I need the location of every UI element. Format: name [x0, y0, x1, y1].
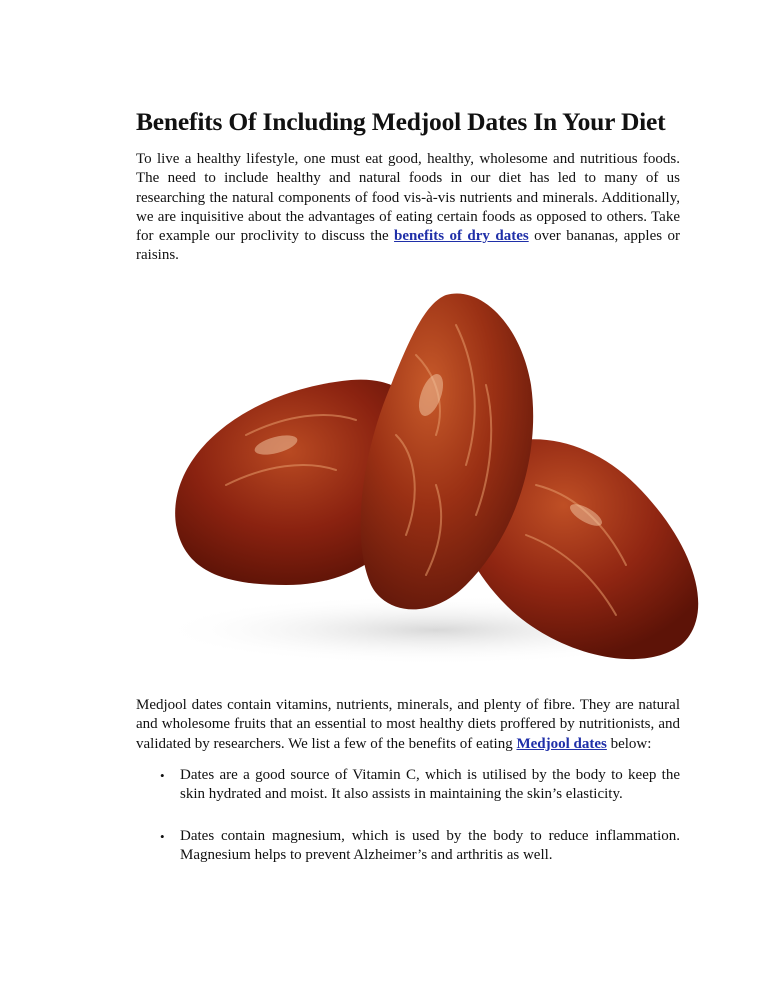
- medjool-dates-link[interactable]: Medjool dates: [516, 735, 607, 752]
- benefits-list: [136, 766, 680, 887]
- benefits-of-dry-dates-link[interactable]: benefits of dry dates: [394, 228, 529, 245]
- intro-text-before: To live a healthy lifestyle, one must eat good, healthy, wholesome and nutritious foods. The need to include healthy and natural foods in our diet has led to many of us researching the natural components of food vis-à-vis nutrients and minerals. Additionally, we are inquisitive about the advantages of eating certain foods as opposed to others. Take for example our proclivity to discuss the: [136, 151, 680, 245]
- list-item-text: Dates contain magnesium, which is used by the body to reduce inflammation. Magnesium helps to prevent Alzheimer’s and arthritis as well.: [180, 827, 680, 863]
- page-title: Benefits Of Including Medjool Dates In Your Diet: [136, 107, 666, 136]
- bullet-icon: •: [160, 768, 165, 783]
- intro-text-after: over bananas, apples or raisins.: [136, 228, 680, 264]
- intro-paragraph: [136, 150, 680, 266]
- para2-text-before: Medjool dates contain vitamins, nutrients, minerals, and plenty of fibre. They are natural and wholesome fruits that an essential to most healthy diets proffered by nutritionists, and validated by researchers. We list a few of the benefits of eating: [136, 697, 680, 752]
- dates-photo-icon: [136, 285, 732, 680]
- para2-text-after: below:: [606, 735, 652, 752]
- benefits-paragraph: [136, 696, 680, 754]
- dates-photo: [136, 285, 732, 680]
- list-item: [136, 827, 680, 866]
- list-item: [136, 766, 680, 805]
- list-item-text: Dates are a good source of Vitamin C, which is utilised by the body to keep the skin hydrated and moist. It also assists in maintaining the skin’s elasticity.: [180, 767, 680, 803]
- bullet-icon: •: [160, 828, 165, 844]
